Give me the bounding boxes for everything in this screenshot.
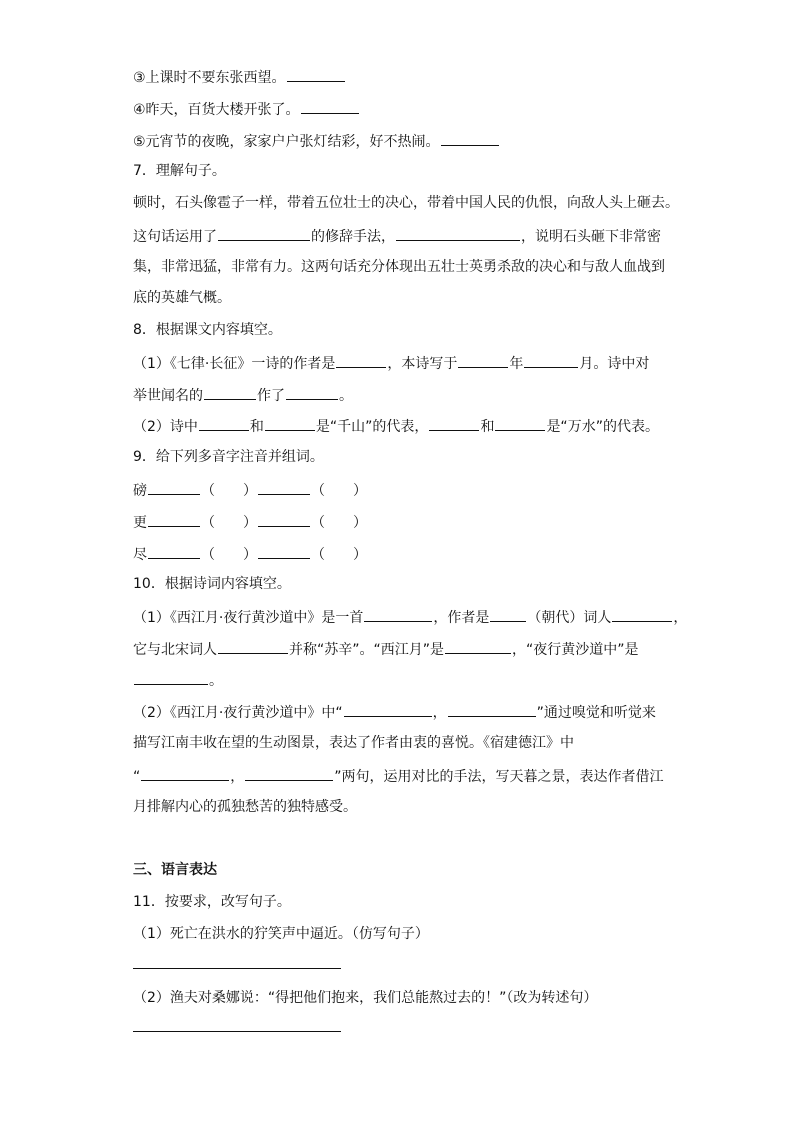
q10-line-1: （1）《西江月·夜行黄沙道中》是一首 ，作者是 （朝代）词人 ， [133,606,687,626]
answer-blank[interactable] [336,352,386,368]
q11-sentence-1: （1）死亡在洪水的狞笑声中逼近。（仿写句子） [133,926,429,942]
q11-sentence-2: （2）渔夫对桑娜说：“得把他们抱来，我们总能熬过去的！”（改为转述句） [133,990,598,1006]
answer-blank[interactable] [490,606,526,622]
answer-blank[interactable] [458,352,508,368]
answer-blank[interactable] [612,606,672,622]
answer-blank[interactable] [218,638,288,654]
q7-line-4: 底的英雄气概。 [133,290,231,306]
q10-line-3: 。 [133,669,223,689]
q11-title: 11．按要求，改写句子。 [133,894,291,910]
answer-blank[interactable] [495,415,545,431]
answer-blank[interactable] [265,415,315,431]
answer-blank[interactable] [218,225,310,241]
q6-sentence-4: ④昨天，百货大楼开张了。 [133,98,360,118]
answer-blank[interactable] [148,543,200,559]
q10-line-2: 它与北宋词人 并称“苏辛”。“西江月”是 ，“夜行黄沙道中”是 [133,638,639,658]
answer-blank[interactable] [245,765,333,781]
answer-blank[interactable] [258,543,310,559]
q7-quote: 顿时，石头像雹子一样，带着五位壮士的决心，带着中国人民的仇恨，向敌人头上砸去。 [133,195,679,211]
q6-sentence-3: ③上课时不要东张西望。 [133,66,346,86]
answer-blank[interactable] [344,701,432,717]
answer-blank[interactable] [141,765,229,781]
answer-blank[interactable] [148,511,200,527]
answer-blank[interactable] [396,225,520,241]
answer-blank[interactable] [199,415,249,431]
q10-line-7: 月排解内心的孤独愁苦的独特感受。 [133,799,357,815]
answer-blank[interactable] [364,606,432,622]
q10-title: 10．根据诗词内容填空。 [133,576,291,592]
q9-title: 9．给下列多音字注音并组词。 [133,449,324,465]
answer-blank[interactable] [258,479,310,495]
q7-line-3: 集，非常迅猛，非常有力。这两句话充分体现出五壮士英勇杀敌的决心和与敌人血战到 [133,259,665,275]
q8-line-2: 举世闻名的 作了 。 [133,384,353,404]
q8-line-1: （1）《七律·长征》一诗的作者是 ，本诗写于 年 月。诗中对 [133,352,649,372]
q9-row: 更 （ ） （ ） [133,511,367,531]
answer-blank[interactable] [286,384,338,400]
answer-blank[interactable] [448,701,536,717]
q10-line-4: （2）《西江月·夜行黄沙道中》中“ ， ”通过嗅觉和听觉来 [133,701,656,721]
answer-blank[interactable] [441,130,499,146]
answer-blank[interactable] [258,511,310,527]
answer-blank[interactable] [148,479,200,495]
q8-line-3: （2）诗中 和 是“千山”的代表， 和 是“万水”的代表。 [133,415,659,435]
section-heading: 三、语言表达 [133,862,217,878]
answer-blank[interactable] [287,66,345,82]
answer-blank[interactable] [524,352,578,368]
answer-blank[interactable] [429,415,479,431]
q9-row: 尽 （ ） （ ） [133,543,367,563]
q7-title: 7．理解句子。 [133,163,226,179]
answer-line[interactable] [133,968,341,969]
answer-blank[interactable] [204,384,256,400]
answer-line[interactable] [133,1031,341,1032]
answer-blank[interactable] [134,669,208,685]
q7-line-2: 这句话运用了 的修辞手法， ，说明石头砸下非常密 [133,225,661,245]
q6-sentence-5: ⑤元宵节的夜晚，家家户户张灯结彩，好不热闹。 [133,130,500,150]
q9-row: 磅 （ ） （ ） [133,479,367,499]
q10-line-5: 描写江南丰收在望的生动图景，表达了作者由衷的喜悦。《宿建德江》中 [133,735,574,751]
q8-title: 8．根据课文内容填空。 [133,322,282,338]
answer-blank[interactable] [445,638,511,654]
answer-blank[interactable] [301,98,359,114]
q10-line-6: “ ， ”两句，运用对比的手法，写天暮之景，表达作者借江 [133,765,664,785]
